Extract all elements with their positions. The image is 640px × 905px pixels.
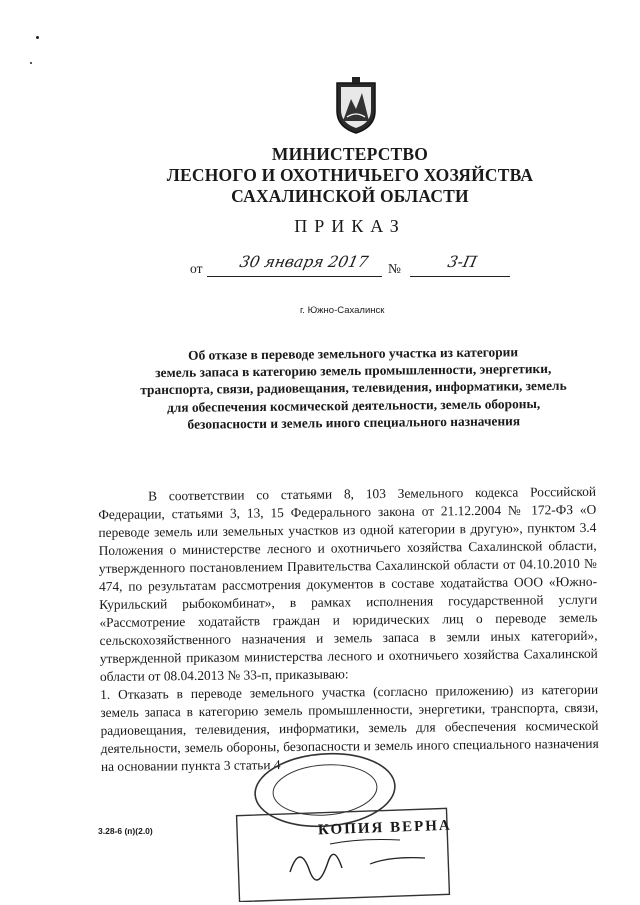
handwritten-date: 30 января 2017 [238, 253, 370, 271]
city-label: г. Южно-Сахалинск [300, 305, 385, 316]
number-label: № [388, 261, 401, 276]
subject-line: безопасности и земель иного специального назначения [187, 413, 521, 432]
document-type: ПРИКАЗ [294, 216, 406, 236]
stamp-title: КОПИЯ ВЕРНА [317, 817, 452, 839]
ministry-line: САХАЛИНСКОЙ ОБЛАСТИ [231, 186, 469, 206]
scan-speck [36, 36, 39, 39]
coat-of-arms-icon [333, 77, 379, 135]
ministry-line: ЛЕСНОГО И ОХОТНИЧЬЕГО ХОЗЯЙСТВА [166, 165, 534, 185]
subject-line: Об отказе в переводе земельного участка из категории [188, 344, 519, 363]
date-underline [207, 276, 382, 277]
subject-line: для обеспечения космической деятельности, земель обороны, [166, 395, 541, 415]
order-body [98, 483, 599, 776]
ministry-line: МИНИСТЕРСТВО [271, 144, 429, 164]
handwritten-number: 3-П [446, 253, 479, 271]
clause-1-paragraph: 1. Отказать в переводе земельного участка (согласно приложению) из категории земель запаса в категорию земель промышленности, энергетики, транспорта, связи, радиовещания, телевидения, информатики, земель для обеспечения космической деятельности, земель обороны, безопасности и земель иного специального назначения на основании пункта 3 статьи 4 [100, 681, 599, 774]
preamble-paragraph: В соответствии со статьями 8, 103 Земельного кодекса Российской Федерации, статьями 3, 13, 15 Федерального закона от 21.12.2004 № 172-ФЗ «О переводе земель или земельных участков из одной категории в другую», пунктом 3.4 Положения о министерстве лесного и охотничьего хозяйства Сахалинской области, утвержденного постановлением Правительства Сахалинской области от 04.10.2010 № 474, по результатам рассмотрения документов в составе ходатайства ООО «Южно-Курильский рыбокомбинат», в рамках исполнения государственной услуги «Рассмотрение ходатайств граждан и юридических лиц о переводе земель сельскохозяйственного назначения и земель запаса в земли иных категорий», утвержденной приказом министерства лесного и охотничьего хозяйства Сахалинской области от 08.04.2013 № 33-п, приказываю: [98, 483, 598, 684]
scan-speck [30, 62, 32, 64]
date-from-label: от [190, 261, 203, 276]
date-number-row [0, 252, 640, 282]
number-underline [410, 276, 510, 277]
order-subject [118, 343, 589, 434]
form-code: 3.28-6 (п)(2.0) [98, 826, 153, 836]
subject-line: транспорта, связи, радиовещания, телевидения, информатики, земель [140, 378, 567, 398]
ministry-name [150, 144, 550, 207]
subject-line: земель запаса в категорию земель промышленности, энергетики, [155, 361, 552, 381]
